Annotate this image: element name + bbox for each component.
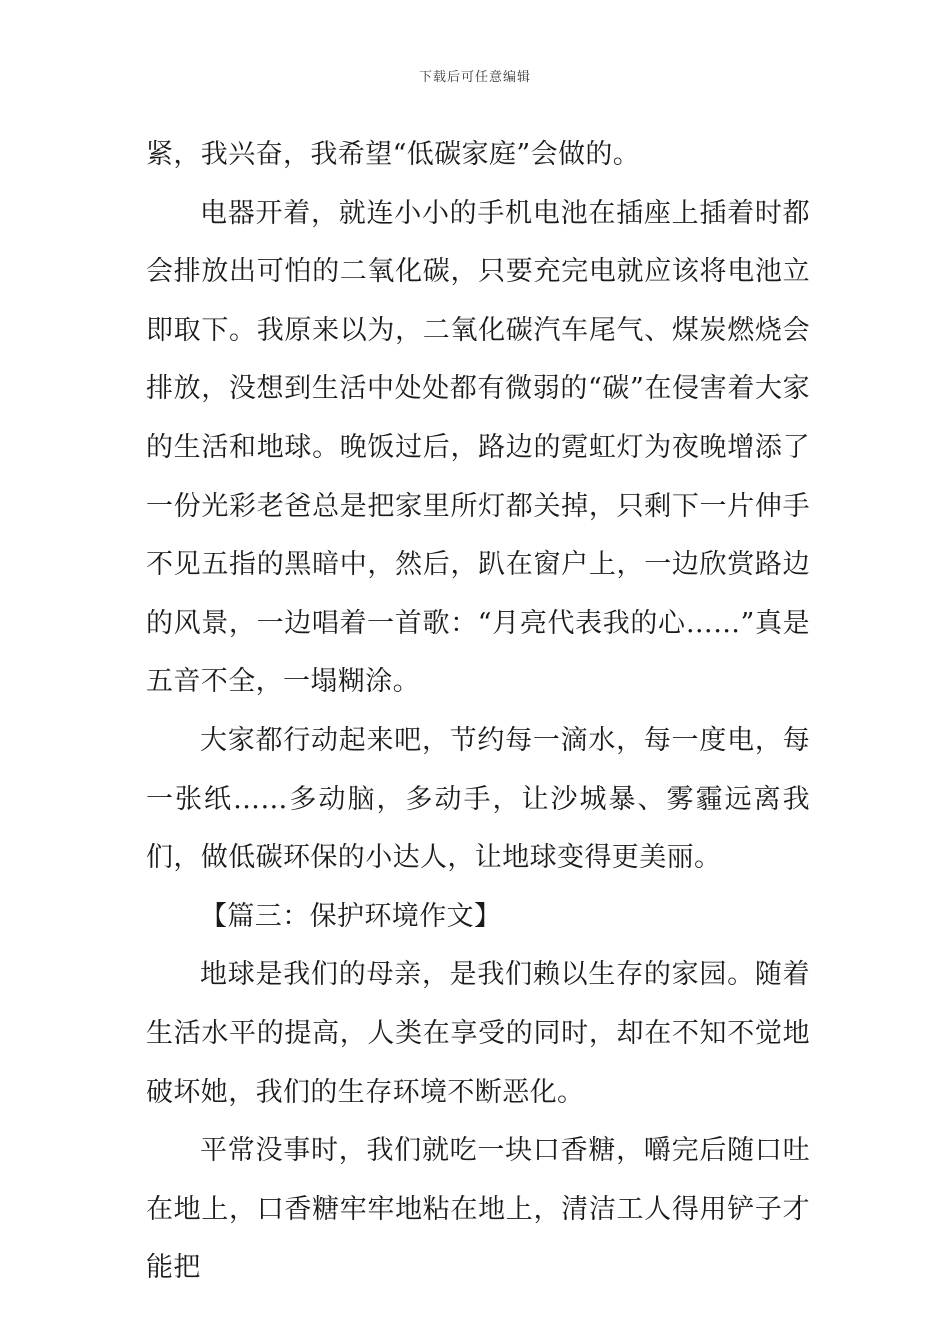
paragraph: 电器开着，就连小小的手机电池在插座上插着时都会排放出可怕的二氧化碳，只要充完电就应该将电池立即取下。我原来以为，二氧化碳汽车尾气、煤炭燃烧会排放，没想到生活中处处都有微弱的“碳”在侵害着大家的生活和地球。晚饭过后，路边的霓虹灯为夜晚增添了一份光彩老爸总是把家里所灯都关掉，只剩下一片伸手不见五指的黑暗中，然后，趴在窗户上，一边欣赏路边的风景，一边唱着一首歌：“月亮代表我的心……”真是五音不全，一塌糊涂。 bbox=[146, 197, 810, 698]
paragraph: 大家都行动起来吧，节约每一滴水，每一度电，每一张纸……多动脑，多动手，让沙城暴、雾霾远离我们，做低碳环保的小达人，让地球变得更美丽。 bbox=[146, 724, 810, 874]
paragraph-continuation: 紧，我兴奋，我希望“低碳家庭”会做的。 bbox=[146, 139, 641, 170]
paragraph: 平常没事时，我们就吃一块口香糖，嚼完后随口吐在地上，口香糖牢牢地粘在地上，清洁工人得用铲子才能把 bbox=[146, 1135, 810, 1284]
section-heading: 【篇三：保护环境作文】 bbox=[200, 900, 502, 932]
page-header: 下载后可任意编辑 bbox=[418, 70, 531, 85]
paragraph: 地球是我们的母亲，是我们赖以生存的家园。随着生活水平的提高，人类在享受的同时，却在不知不觉地破坏她，我们的生存环境不断恶化。 bbox=[146, 959, 810, 1108]
document-body bbox=[146, 126, 810, 1298]
